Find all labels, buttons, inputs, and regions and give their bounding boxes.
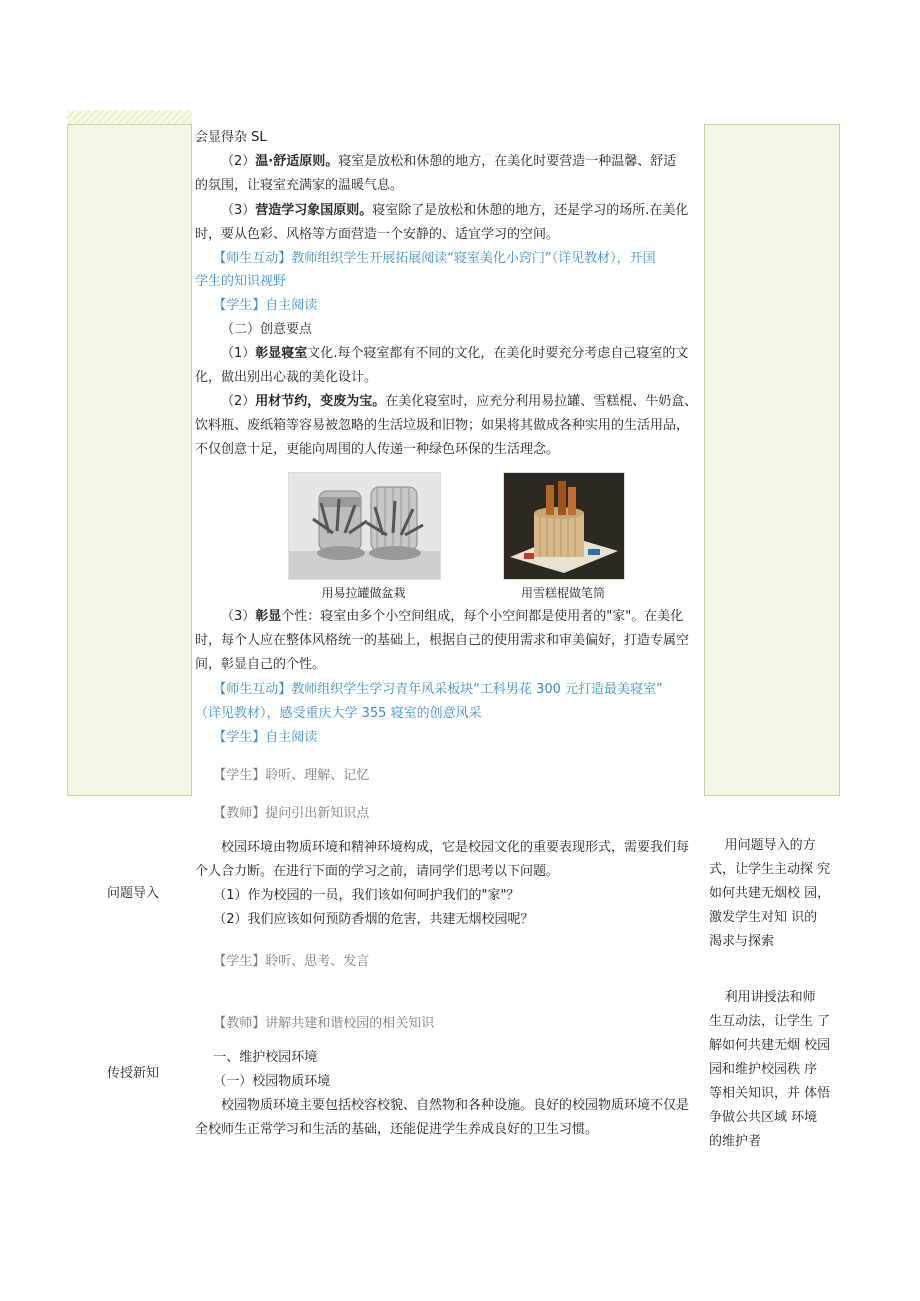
text-line: （3）彰显个性：寝室由多个小空间组成，每个小空间都是使用者的"家"。在美化 [221,609,684,624]
text-line: （1）彰显寝室文化.每个寝室都有不同的文化，在美化时要充分考虑自己寝室的文 [221,346,689,361]
teacher-line: 【教师】讲解共建和谐校园的相关知识 [213,1016,435,1031]
text-line: 不仅创意十足，更能向周围的人传递一种绿色环保的生活理念。 [195,442,560,457]
pen-holder-photo [503,472,625,580]
question-line: （1）作为校园的一员，我们该如何呵护我们的"家"？ [213,888,520,903]
caption-can-planter: 用易拉罐做盆栽 [321,586,406,600]
student-line: 【学生】自主阅读 [213,298,318,313]
text-line: 会显得杂 SL [195,130,267,145]
right-panel [704,124,840,796]
heading-line: 一、维护校园环境 [213,1050,318,1065]
can-planter-photo [288,472,441,580]
text-line: 个人合力断。在进行下面的学习之前，请同学们思考以下问题。 [195,864,560,879]
interaction-line: 【师生互动】教师组织学生学习青年风采板块“工科男花 300 元打造最美寝室” [213,682,663,697]
text-line: 间，彰显自己的个性。 [195,657,326,672]
teaching-note-1: 用问题导入的方 式，让学生主动探 究 如何共建无烟校 园， 激发学生对知 识的 渴求与探索 [709,838,831,949]
text-line: 的氛围，让寝室充满家的温暖气息。 [195,178,404,193]
can-planter-image [289,473,440,579]
text-line: 化，做出别出心裁的美化设计。 [195,370,378,385]
student-line: 【学生】自主阅读 [213,730,318,745]
text-line: 校园环境由物质环境和精神环境构成，它是校园文化的重要表现形式，需要我们每 [221,840,690,855]
subheading: （一）校园物质环境 [213,1074,331,1089]
teaching-note-2: 利用讲授法和师 生互动法，让学生 了 解如何共建无烟 校园 园和维护校园秩 序 等相关知识，并 体悟 争做公共区域 环境 的维护者 [709,990,831,1149]
subheading: （二）创意要点 [221,322,313,337]
section-label-problem-intro: 问题导入 [107,886,160,901]
interaction-line: 学生的知识视野 [195,274,287,289]
text-line: （3）营造学习象国原则。寝室除了是放松和休憩的地方，还是学习的场所.在美化 [221,203,689,218]
pen-holder-image [504,473,624,579]
question-line: （2）我们应该如何预防香烟的危害，共建无烟校园呢？ [213,912,534,927]
student-line: 【学生】聆听、理解、记忆 [213,768,370,783]
text-line: 时，每个人应在整体风格统一的基础上，根据自己的使用需求和审美偏好，打造专属空 [195,633,690,648]
text-line: 时，要从色彩、风格等方面营造一个安静的、适宜学习的空间。 [195,227,560,242]
section-label-new-knowledge: 传授新知 [107,1066,160,1081]
text-line: 校园物质环境主要包括校容校貌、自然物和各种设施。良好的校园物质环境不仅是 [221,1098,690,1113]
text-line: 全校师生正常学习和生活的基础，还能促进学生养成良好的卫生习惯。 [195,1122,599,1137]
teacher-line: 【教师】提问引出新知识点 [213,806,370,821]
student-line: 【学生】聆听、思考、发言 [213,954,370,969]
left-panel [67,124,192,796]
interaction-line: 【师生互动】教师组织学生开展拓展阅读“寝室美化小窍门”（详见教材），开国 [213,251,656,266]
caption-pen-holder: 用雪糕棍做笔筒 [520,586,605,600]
interaction-line: （详见教材），感受重庆大学 355 寝室的创意风采 [195,706,482,721]
text-line: （2）温·舒适原则。寝室是放松和休憩的地方，在美化时要营造一种温馨、舒适 [221,154,677,169]
text-line: （2）用材节约，变废为宝。在美化寝室时，应充分利用易拉罐、雪糕棍、牛奶盒、 [221,394,698,409]
text-line: 饮料瓶、废纸箱等容易被忽略的生活垃圾和旧物；如果将其做成各种实用的生活用品， [195,418,690,433]
